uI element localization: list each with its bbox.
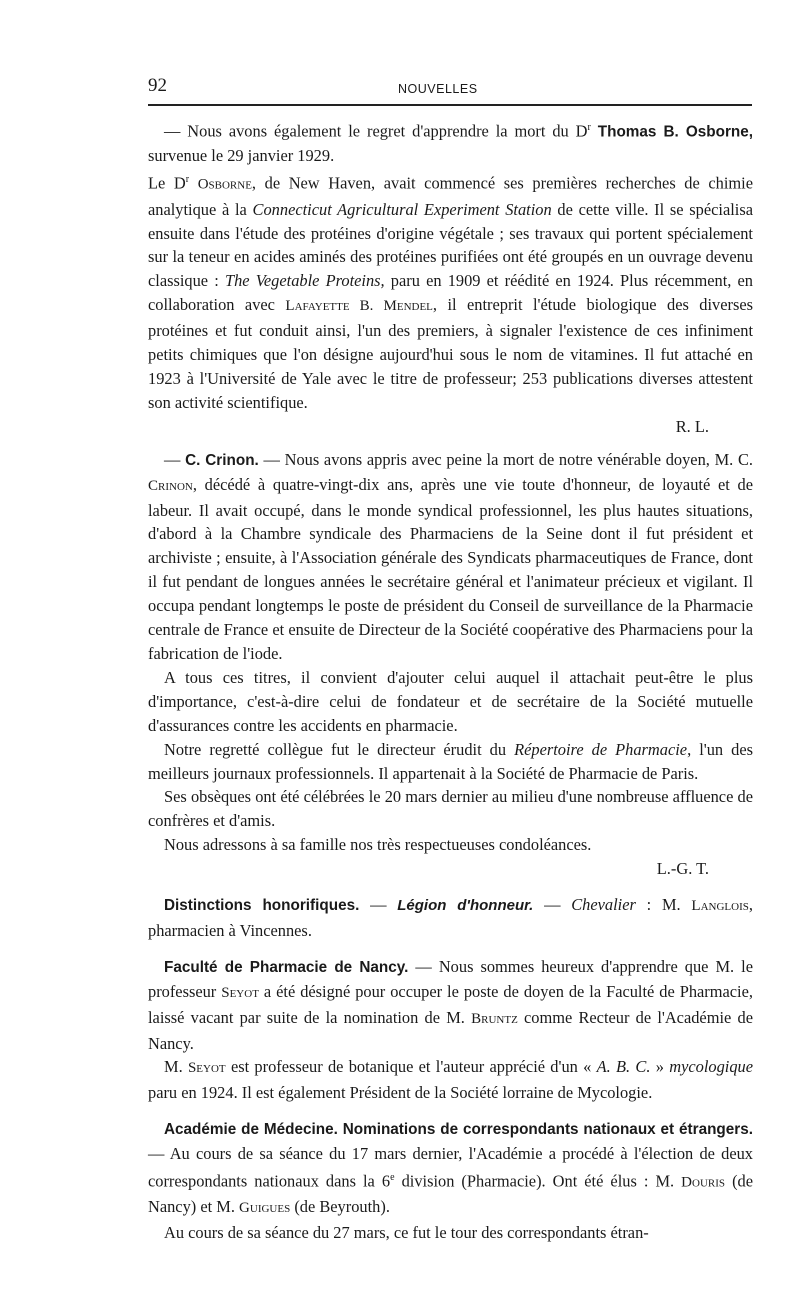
text: — Au cours de sa séance du 17 mars dernier, l'Académie a procédé à l'élection de deux correspondants nationaux dans la 6 [148,1144,753,1191]
text: (de Beyrouth). [294,1197,390,1217]
person-name: Thomas B. Osborne, [597,123,753,141]
text: — Nous sommes heureux d'apprendre que M. le professeur [148,956,753,1001]
nancy-p2 [148,1055,753,1105]
text: , pharmacien à Vincennes. [148,895,753,940]
section-title: Distinctions honorifiques. [164,897,360,915]
person-name: Seyot [221,984,259,1001]
text: Notre regretté collègue fut le directeur érudit du [164,739,507,759]
text: , décédé à quatre-vingt-dix ans, après une vie toute d'honneur, de loyauté et de labeur. Il avait occupé, dans le monde syndical professionnel, les plus hautes situations, d'abord à la Chambre syndicale des Pharmaciens de la Seine dont il fut président et archiviste ; ensuite, à l'Association générale des Syndicats pharmaceutiques de France, dont il fut pendant de longues années le secrétaire général et l'animateur précieux et vigilant. Il occupa pendant longtemps le poste de président du Conseil de surveillance de la Pharmacie centrale de France et ensuite de Directeur de la Société coopérative des Pharmaciens pour la fabrication de l'iode. [148,474,753,663]
text: : M. [646,895,681,915]
superscript: r [185,174,190,186]
person-name: Osborne [197,176,252,193]
book-title: A. B. C. [596,1057,651,1077]
text: division (Pharmacie). Ont été élus : M. [401,1171,675,1191]
header-rule [148,104,752,106]
person-name: Seyot [187,1060,226,1077]
person-name: Crinon [148,477,193,494]
article-body [148,116,753,1245]
spacer [148,881,753,893]
section-title: Faculté de Pharmacie de Nancy. [164,958,409,976]
crinon-lead [148,448,753,666]
osborne-bio [148,168,753,415]
text: paru en 1909 et réédité en 1924. Plus récemment, en collaboration avec [148,271,753,315]
text: a été désigné pour occuper le poste de doyen de la Faculté de Pharmacie, laissé vacant par suite de la nomination de M. [148,981,753,1027]
text: paru en 1924. Il est également Président de la Société lorraine de Mycologie. [148,1083,653,1103]
text: Le D [148,173,186,193]
running-head: NOUVELLES [398,82,478,96]
text: — [544,895,561,915]
spacer [148,943,753,955]
text: — Nous avons également le regret d'apprendre la mort du D [164,121,588,141]
crinon-p5: Nous adressons à sa famille nos très respectueuses condoléances. [164,835,592,855]
text: , il entreprit l'étude biologique des diverses protéines et fut conduit ainsi, l'un des premiers, à signaler l'existence de ces infiniment petits chimiques que l'on désigne aujourd'hui sous le nom de vitamines. Il fut attaché en 1923 à l'Université de Yale avec le titre de professeur; 253 publications diverses attestent son activité scientifique. [148,295,754,412]
academie-lead [148,1117,753,1221]
crinon-p3 [148,738,753,786]
text: survenue le 29 janvier 1929. [148,146,335,166]
nancy-lead [148,955,753,1056]
award-rank: Chevalier [571,895,636,915]
spacer [148,1105,753,1117]
person-name: Lafayette B. Mendel [285,298,433,315]
crinon-signature: L.-G. T. [656,859,709,879]
text: , de New Haven, avait commencé ses premières recherches de chimie analytique à la [148,173,753,219]
text: — [164,449,181,469]
section-title: Académie de Médecine. Nominations de correspondants nationaux et étrangers. [164,1121,753,1139]
text: M. [164,1057,183,1077]
superscript: e [390,1172,395,1184]
osborne-lead [148,116,753,168]
page-number: 92 [148,75,167,96]
crinon-p2: A tous ces titres, il convient d'ajouter celui auquel il attachait peut-être le plus d'importance, c'est-à-dire celui de fondateur et de secrétaire de la Société mutuelle d'assurances contre les accidents en pharmacie. [148,667,753,735]
institution-name: Connecticut Agricultural Experiment Station [252,199,552,219]
text: , l'un des meilleurs journaux professionnels. Il appartenait à la Société de Pharmacie de Paris. [148,739,753,783]
book-title: mycologique [669,1057,753,1077]
person-name: Bruntz [471,1010,518,1027]
crinon-p4: Ses obsèques ont été célébrées le 20 mars dernier au milieu d'une nombreuse affluence de confrères et d'amis. [148,787,753,831]
text: de cette ville. Il se spécialisa ensuite dans l'étude des protéines d'origine végétale ; ses travaux qui portent spécialement sur la teneur en acides aminés des protéines purifiées ont été groupés en un ouvrage devenu classique : [148,199,754,291]
text: — Nous avons appris avec peine la mort de notre vénérable doyen, M. C. [263,449,753,469]
text: comme Recteur de l'Académie de Nancy. [148,1007,753,1053]
text: » [655,1057,664,1077]
person-name: Douris [681,1174,726,1191]
text: (de Nancy) et M. [148,1171,753,1217]
text: — [370,895,387,915]
person-name: Langlois [691,898,749,915]
award-name: Légion d'honneur. [397,897,534,915]
superscript: r [587,122,591,133]
academie-p2: Au cours de sa séance du 27 mars, ce fut le tour des correspondants étran- [164,1223,649,1243]
person-name: Guigues [239,1200,291,1217]
osborne-signature: R. L. [675,416,709,436]
distinctions-section [148,893,753,943]
section-title: C. Crinon. [185,451,259,469]
journal-title: Répertoire de Pharmacie [514,739,688,759]
spacer [148,439,753,448]
page-header [148,68,748,102]
text: est professeur de botanique et l'auteur apprécié d'un « [230,1057,592,1077]
book-title: The Vegetable Proteins, [224,271,385,291]
